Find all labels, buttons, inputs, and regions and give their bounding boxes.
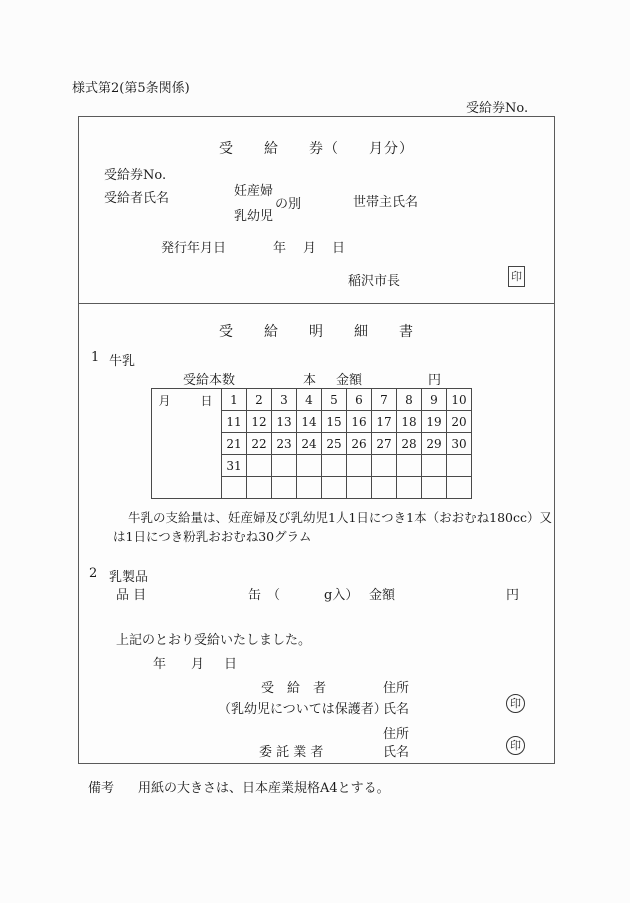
calendar-day-cell: 23 — [272, 433, 297, 455]
calendar-day-cell: 26 — [347, 433, 372, 455]
contractor-seal-icon: 印 — [506, 736, 525, 755]
calendar-day-cell — [272, 477, 297, 499]
calendar-day-cell — [222, 477, 247, 499]
calendar-day-cell — [247, 455, 272, 477]
calendar-day-cell: 16 — [347, 411, 372, 433]
recipient-name-sign-label: 氏名 — [383, 702, 410, 717]
calendar-day-cell — [397, 477, 422, 499]
milk-section-number: 1 — [91, 350, 100, 365]
calendar-day-cell — [272, 455, 297, 477]
dairy-section-label: 乳製品 — [109, 570, 149, 585]
calendar-day-cell: 17 — [372, 411, 397, 433]
calendar-day-cell: 18 — [397, 411, 422, 433]
recipient-name-label: 受給者氏名 — [104, 191, 170, 206]
mayor-label: 稲沢市長 — [348, 274, 401, 289]
calendar-day-cell: 31 — [222, 455, 247, 477]
calendar-day-cell: 13 — [272, 411, 297, 433]
dairy-can-label: 缶 — [248, 588, 262, 603]
milk-calendar-body — [152, 389, 472, 499]
calendar-day-cell: 20 — [447, 411, 472, 433]
calendar-day-cell: 19 — [422, 411, 447, 433]
voucher-no-field-label: 受給券No. — [104, 168, 167, 183]
month-day-corner-cell: 月 日 — [152, 389, 222, 499]
contractor-label: 委 託 業 者 — [259, 745, 324, 760]
issue-day-label: 日 — [332, 241, 346, 256]
calendar-day-cell — [322, 455, 347, 477]
guardian-note: （乳幼児については保護者） — [218, 702, 387, 717]
calendar-day-cell — [372, 455, 397, 477]
calendar-day-cell: 21 — [222, 433, 247, 455]
calendar-day-cell — [422, 477, 447, 499]
calendar-day-cell: 4 — [297, 389, 322, 411]
dairy-item-label: 品 目 — [116, 588, 147, 603]
calendar-day-cell: 7 — [372, 389, 397, 411]
remarks-text: 用紙の大きさは、日本産業規格A4とする。 — [138, 781, 390, 796]
calendar-day-cell: 3 — [272, 389, 297, 411]
receipt-month-label: 月 — [191, 657, 205, 672]
calendar-day-cell: 10 — [447, 389, 472, 411]
dairy-section-number: 2 — [89, 566, 98, 581]
calendar-day-cell — [347, 455, 372, 477]
calendar-day-cell: 14 — [297, 411, 322, 433]
calendar-day-cell: 1 — [222, 389, 247, 411]
calendar-day-cell — [447, 477, 472, 499]
calendar-day-cell — [347, 477, 372, 499]
milk-amount-label: 金額 — [336, 373, 363, 388]
calendar-day-cell: 2 — [247, 389, 272, 411]
section-divider — [79, 303, 554, 304]
calendar-day-cell — [297, 477, 322, 499]
milk-note-line-2: は1日につき粉乳おおむね30グラム — [113, 529, 312, 544]
calendar-day-cell — [422, 455, 447, 477]
dairy-amount-unit: 円 — [506, 588, 520, 603]
issue-month-label: 月 — [303, 241, 317, 256]
recipient-address-label: 住所 — [383, 681, 410, 696]
calendar-day-cell: 5 — [322, 389, 347, 411]
milk-calendar-table — [151, 388, 472, 499]
contractor-address-label: 住所 — [383, 727, 410, 742]
category-suffix-label: の別 — [275, 197, 302, 212]
receipt-day-label: 日 — [224, 657, 238, 672]
voucher-no-top-label: 受給券No. — [466, 101, 529, 116]
milk-amount-unit: 円 — [428, 373, 442, 388]
calendar-day-cell: 15 — [322, 411, 347, 433]
remarks-label: 備考 — [88, 781, 115, 796]
mayor-seal-icon: 印 — [508, 266, 525, 287]
recipient-signer-label: 受 給 者 — [261, 681, 327, 696]
issue-date-label: 発行年月日 — [161, 241, 227, 256]
calendar-day-cell: 27 — [372, 433, 397, 455]
calendar-day-cell: 24 — [297, 433, 322, 455]
calendar-day-cell: 28 — [397, 433, 422, 455]
dairy-paren-open: （ — [267, 588, 281, 603]
household-head-label: 世帯主氏名 — [353, 195, 419, 210]
calendar-day-cell — [372, 477, 397, 499]
calendar-day-cell — [247, 477, 272, 499]
calendar-day-cell: 9 — [422, 389, 447, 411]
calendar-day-cell: 30 — [447, 433, 472, 455]
calendar-row — [152, 389, 472, 411]
milk-section-label: 牛乳 — [109, 354, 136, 369]
calendar-day-cell — [297, 455, 322, 477]
calendar-day-cell — [447, 455, 472, 477]
dairy-grams-label: g入） — [324, 588, 359, 603]
calendar-day-cell — [322, 477, 347, 499]
calendar-day-cell: 6 — [347, 389, 372, 411]
calendar-day-cell: 22 — [247, 433, 272, 455]
milk-count-unit: 本 — [303, 373, 317, 388]
milk-count-label: 受給本数 — [183, 373, 236, 388]
dairy-amount-label: 金額 — [369, 588, 396, 603]
calendar-day-cell: 12 — [247, 411, 272, 433]
recipient-seal-icon: 印 — [506, 694, 525, 713]
calendar-day-cell: 8 — [397, 389, 422, 411]
detail-title: 受 給 明 細 書 — [219, 324, 414, 340]
maternity-label: 妊産婦 — [234, 184, 274, 199]
form-border-box — [78, 116, 555, 764]
issue-year-label: 年 — [273, 241, 287, 256]
contractor-name-label: 氏名 — [383, 745, 410, 760]
calendar-day-cell: 25 — [322, 433, 347, 455]
receipt-statement: 上記のとおり受給いたしました。 — [116, 633, 312, 648]
calendar-day-cell — [397, 455, 422, 477]
calendar-day-cell: 29 — [422, 433, 447, 455]
calendar-day-cell: 11 — [222, 411, 247, 433]
receipt-year-label: 年 — [153, 657, 167, 672]
milk-note-line-1: 牛乳の支給量は、妊産婦及び乳幼児1人1日につき1本（おおむね180cc）又 — [128, 510, 552, 525]
form-number: 様式第2(第5条関係) — [72, 81, 190, 96]
infant-label: 乳幼児 — [234, 209, 274, 224]
voucher-title: 受 給 券（ 月分） — [219, 141, 414, 157]
